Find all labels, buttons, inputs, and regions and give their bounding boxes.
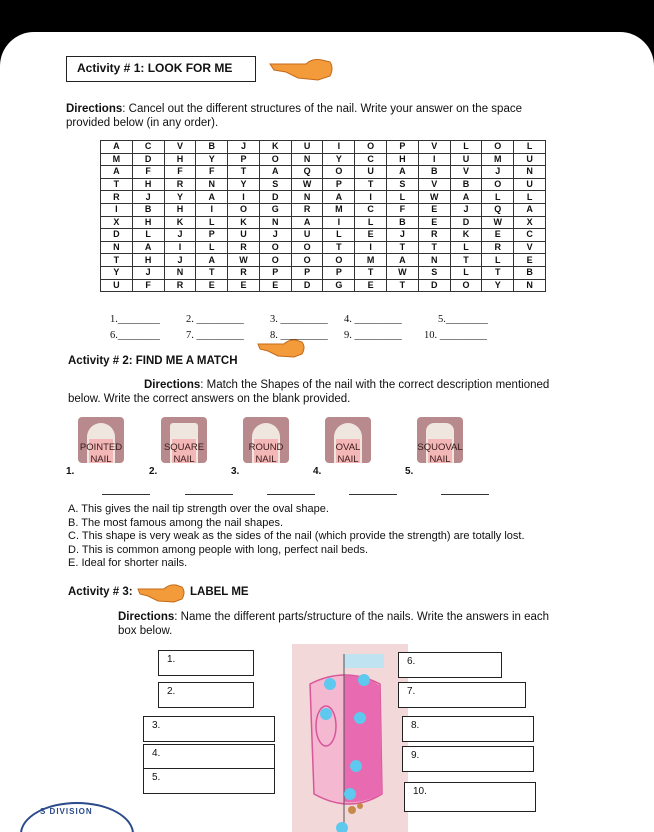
grid-cell[interactable]: A (196, 191, 228, 204)
answer-blank-4[interactable]: 4. _________ (344, 314, 402, 325)
pointing-hand-icon (136, 580, 186, 604)
grid-cell[interactable]: L (132, 229, 164, 242)
nail-shape-label (411, 442, 469, 466)
shape-suffix: NAIL (255, 454, 277, 465)
grid-cell[interactable]: O (259, 153, 291, 166)
grid-cell[interactable]: T (355, 266, 387, 279)
answer-blank[interactable] (267, 494, 315, 495)
grid-cell[interactable]: A (196, 254, 228, 267)
grid-row (101, 266, 546, 279)
shape-number: 5. (405, 466, 414, 477)
grid-cell[interactable]: R (164, 279, 196, 292)
answer-blank[interactable] (441, 494, 489, 495)
grid-cell[interactable]: D (259, 191, 291, 204)
grid-row (101, 229, 546, 242)
grid-cell[interactable]: J (482, 166, 514, 179)
grid-cell[interactable]: J (450, 203, 482, 216)
grid-cell[interactable]: A (323, 191, 355, 204)
grid-cell[interactable]: H (387, 153, 419, 166)
grid-cell[interactable]: N (196, 178, 228, 191)
directions-text-2: box below. (118, 625, 173, 637)
grid-cell[interactable]: H (132, 178, 164, 191)
grid-cell[interactable]: V (418, 178, 450, 191)
grid-cell[interactable]: O (291, 254, 323, 267)
grid-cell[interactable]: O (482, 141, 514, 154)
grid-cell[interactable]: D (418, 279, 450, 292)
grid-cell[interactable]: M (323, 203, 355, 216)
answer-blank-2[interactable]: 2. _________ (186, 314, 244, 325)
grid-cell[interactable]: F (196, 166, 228, 179)
directions-label: Directions (118, 611, 175, 623)
grid-row (101, 166, 546, 179)
nail-shape-label (237, 442, 295, 466)
answer-blank-3[interactable]: 3. _________ (270, 314, 328, 325)
grid-cell[interactable]: K (450, 229, 482, 242)
grid-cell[interactable]: V (164, 141, 196, 154)
grid-cell[interactable]: B (450, 178, 482, 191)
grid-cell[interactable]: U (101, 279, 133, 292)
grid-cell[interactable]: E (418, 203, 450, 216)
answer-blank-8[interactable]: 8. _________ (270, 330, 328, 341)
grid-cell[interactable]: L (450, 141, 482, 154)
grid-cell[interactable]: T (482, 266, 514, 279)
grid-cell[interactable]: R (101, 191, 133, 204)
label-box-left-3[interactable]: 3. (143, 716, 275, 742)
grid-row (101, 216, 546, 229)
grid-cell[interactable]: G (259, 203, 291, 216)
grid-cell[interactable]: N (514, 166, 546, 179)
label-box-right-1[interactable]: 6. (398, 652, 502, 678)
answer-blank[interactable] (349, 494, 397, 495)
grid-cell[interactable]: E (355, 279, 387, 292)
shape-number: 3. (231, 466, 240, 477)
grid-cell[interactable]: O (323, 254, 355, 267)
grid-cell[interactable]: V (418, 141, 450, 154)
grid-cell[interactable]: R (482, 241, 514, 254)
label-box-right-4[interactable]: 9. (402, 746, 534, 772)
grid-cell[interactable]: U (514, 178, 546, 191)
grid-cell[interactable]: L (450, 241, 482, 254)
grid-cell[interactable]: O (450, 279, 482, 292)
grid-cell[interactable]: V (450, 166, 482, 179)
word-search-grid (100, 140, 546, 292)
grid-cell[interactable]: B (196, 141, 228, 154)
nail-shape-label (155, 442, 213, 466)
grid-cell[interactable]: D (450, 216, 482, 229)
grid-cell[interactable]: L (196, 241, 228, 254)
description-a: A. This gives the nail tip strength over the oval shape. (68, 503, 329, 515)
answer-blank[interactable] (102, 494, 150, 495)
grid-cell[interactable]: W (482, 216, 514, 229)
grid-cell[interactable]: U (355, 166, 387, 179)
grid-row (101, 241, 546, 254)
grid-cell[interactable]: P (196, 229, 228, 242)
activity3-directions (118, 610, 618, 638)
grid-cell[interactable]: P (323, 266, 355, 279)
directions-text: : Name the different parts/structure of the nails. Write the answers in each (174, 611, 550, 623)
answer-blank-6[interactable]: 6.________ (110, 330, 160, 341)
grid-cell[interactable]: Y (228, 178, 260, 191)
grid-cell[interactable]: O (323, 166, 355, 179)
shape-name: SQUOVAL (417, 442, 463, 453)
label-box-left-2[interactable]: 2. (158, 682, 254, 708)
grid-cell[interactable]: I (355, 241, 387, 254)
grid-cell[interactable]: E (482, 229, 514, 242)
grid-cell[interactable]: T (101, 178, 133, 191)
grid-row (101, 254, 546, 267)
shape-name: POINTED (79, 442, 123, 453)
grid-cell[interactable]: W (418, 191, 450, 204)
shape-suffix: NAIL (90, 454, 112, 465)
grid-cell[interactable]: C (514, 229, 546, 242)
grid-cell[interactable]: Y (196, 153, 228, 166)
grid-cell[interactable]: I (323, 216, 355, 229)
grid-cell[interactable]: A (101, 166, 133, 179)
grid-cell[interactable]: T (418, 241, 450, 254)
grid-cell[interactable]: Q (482, 203, 514, 216)
grid-cell[interactable]: I (418, 153, 450, 166)
activity1-title: Activity # 1: LOOK FOR ME (66, 56, 256, 82)
grid-cell[interactable]: J (164, 229, 196, 242)
grid-cell[interactable]: P (259, 266, 291, 279)
grid-cell[interactable]: R (418, 229, 450, 242)
answer-blank-9[interactable]: 9. _________ (344, 330, 402, 341)
grid-cell[interactable]: L (196, 216, 228, 229)
grid-cell[interactable]: L (482, 191, 514, 204)
grid-cell[interactable]: T (355, 178, 387, 191)
grid-cell[interactable]: V (514, 241, 546, 254)
grid-cell[interactable]: O (228, 203, 260, 216)
directions-label: Directions (144, 379, 201, 391)
shape-suffix: NAIL (429, 454, 451, 465)
grid-cell[interactable]: M (355, 254, 387, 267)
pointing-hand-icon (268, 54, 334, 82)
grid-cell[interactable]: S (418, 266, 450, 279)
directions-text: : Match the Shapes of the nail with the correct description mentioned (200, 379, 550, 391)
grid-row (101, 279, 546, 292)
grid-cell[interactable]: D (291, 279, 323, 292)
grid-cell[interactable]: Y (101, 266, 133, 279)
grid-cell[interactable]: I (228, 191, 260, 204)
grid-cell[interactable]: U (291, 141, 323, 154)
shape-name: SQUARE (163, 442, 205, 453)
grid-cell[interactable]: A (387, 254, 419, 267)
pointing-hand-icon (256, 335, 306, 359)
grid-cell[interactable]: H (132, 216, 164, 229)
grid-cell[interactable]: H (132, 254, 164, 267)
grid-cell[interactable]: Y (482, 279, 514, 292)
grid-cell[interactable]: P (228, 153, 260, 166)
directions-text-2: provided below (in any order). (66, 117, 219, 129)
grid-cell[interactable]: G (323, 279, 355, 292)
grid-cell[interactable]: K (259, 141, 291, 154)
grid-cell[interactable]: B (514, 266, 546, 279)
grid-cell[interactable]: U (450, 153, 482, 166)
grid-cell[interactable]: P (387, 141, 419, 154)
grid-cell[interactable]: J (132, 191, 164, 204)
grid-cell[interactable]: L (323, 229, 355, 242)
description-b: B. The most famous among the nail shapes. (68, 516, 284, 529)
grid-cell[interactable]: T (196, 266, 228, 279)
worksheet-page (0, 32, 654, 832)
grid-cell[interactable]: L (450, 266, 482, 279)
grid-cell[interactable]: T (387, 241, 419, 254)
grid-row (101, 178, 546, 191)
grid-cell[interactable]: Y (323, 153, 355, 166)
grid-cell[interactable]: O (259, 254, 291, 267)
answer-blank-5[interactable]: 5.________ (438, 314, 488, 325)
label-box-right-5[interactable]: 10. (404, 782, 536, 812)
grid-cell[interactable]: A (387, 166, 419, 179)
grid-cell[interactable]: E (514, 254, 546, 267)
grid-cell[interactable]: T (387, 279, 419, 292)
grid-cell[interactable]: C (132, 141, 164, 154)
grid-cell[interactable]: E (228, 279, 260, 292)
activity3-title-prefix: Activity # 3: (68, 586, 133, 598)
grid-cell[interactable]: N (259, 216, 291, 229)
grid-cell[interactable]: Y (164, 191, 196, 204)
grid-cell[interactable]: L (482, 254, 514, 267)
grid-cell[interactable]: A (132, 241, 164, 254)
grid-cell[interactable]: M (101, 153, 133, 166)
grid-row (101, 153, 546, 166)
grid-cell[interactable]: A (259, 166, 291, 179)
grid-cell[interactable]: F (164, 166, 196, 179)
grid-cell[interactable]: F (387, 203, 419, 216)
grid-cell[interactable]: E (355, 229, 387, 242)
grid-cell[interactable]: R (228, 241, 260, 254)
grid-cell[interactable]: L (387, 191, 419, 204)
answer-blank-10[interactable]: 10. _________ (424, 330, 487, 341)
label-box-left-4[interactable]: 4. (143, 744, 275, 770)
nail-shape-label (72, 442, 130, 466)
shape-number: 2. (149, 466, 158, 477)
grid-cell[interactable]: H (164, 153, 196, 166)
grid-cell[interactable]: L (355, 216, 387, 229)
grid-row (101, 141, 546, 154)
grid-cell[interactable]: N (164, 266, 196, 279)
answer-blank-7[interactable]: 7. _________ (186, 330, 244, 341)
description-e: E. Ideal for shorter nails. (68, 557, 188, 569)
grid-cell[interactable]: E (418, 216, 450, 229)
grid-cell[interactable]: L (514, 141, 546, 154)
grid-cell[interactable]: A (514, 203, 546, 216)
grid-cell[interactable]: A (101, 141, 133, 154)
grid-cell[interactable]: X (101, 216, 133, 229)
directions-label: Directions (66, 103, 123, 115)
grid-cell[interactable]: N (418, 254, 450, 267)
directions-text-2: below. Write the correct answers on the blank provided. (68, 393, 351, 405)
grid-cell[interactable]: Q (291, 166, 323, 179)
grid-cell[interactable]: X (514, 216, 546, 229)
grid-cell[interactable]: S (259, 178, 291, 191)
grid-cell[interactable]: R (228, 266, 260, 279)
shape-name: OVAL (335, 442, 361, 453)
answer-blank[interactable] (185, 494, 233, 495)
activity2-title: Activity # 2: FIND ME A MATCH (68, 355, 238, 367)
grid-cell[interactable]: T (323, 241, 355, 254)
grid-cell[interactable]: R (164, 178, 196, 191)
activity3-title: LABEL ME (190, 586, 249, 598)
grid-cell[interactable]: P (323, 178, 355, 191)
grid-cell[interactable]: J (228, 141, 260, 154)
division-seal (20, 802, 134, 832)
shape-descriptions (68, 503, 628, 571)
grid-cell[interactable]: K (228, 216, 260, 229)
nail-shape-label (319, 442, 377, 466)
grid-cell[interactable]: U (291, 229, 323, 242)
grid-cell[interactable]: W (291, 178, 323, 191)
grid-cell[interactable]: W (387, 266, 419, 279)
activity1-directions (66, 102, 606, 130)
grid-cell[interactable]: E (196, 279, 228, 292)
activity2-directions (68, 378, 608, 406)
grid-cell[interactable]: N (514, 279, 546, 292)
grid-cell[interactable]: J (387, 229, 419, 242)
grid-cell[interactable]: F (132, 166, 164, 179)
grid-cell[interactable]: D (101, 229, 133, 242)
grid-cell[interactable]: O (355, 141, 387, 154)
grid-cell[interactable]: O (482, 178, 514, 191)
grid-cell[interactable]: C (355, 203, 387, 216)
grid-row (101, 203, 546, 216)
label-box-left-1[interactable]: 1. (158, 650, 254, 676)
grid-cell[interactable]: N (291, 153, 323, 166)
nail-structure-diagram (290, 644, 410, 832)
grid-cell[interactable]: I (164, 241, 196, 254)
grid-cell[interactable]: I (323, 141, 355, 154)
grid-cell[interactable]: B (132, 203, 164, 216)
grid-cell[interactable]: O (259, 241, 291, 254)
label-box-right-3[interactable]: 8. (402, 716, 534, 742)
grid-cell[interactable]: B (387, 216, 419, 229)
grid-cell[interactable]: C (355, 153, 387, 166)
grid-cell[interactable]: D (132, 153, 164, 166)
grid-cell[interactable]: J (164, 254, 196, 267)
grid-cell[interactable]: A (450, 191, 482, 204)
grid-cell[interactable]: J (132, 266, 164, 279)
label-box-left-5[interactable]: 5. (143, 768, 275, 794)
description-c: C. This shape is very weak as the sides of the nail (which provide the strength) are totally lost. (68, 530, 525, 542)
grid-cell[interactable]: N (291, 191, 323, 204)
grid-cell[interactable]: S (387, 178, 419, 191)
grid-cell[interactable]: U (228, 229, 260, 242)
grid-cell[interactable]: O (291, 241, 323, 254)
grid-cell[interactable]: I (355, 191, 387, 204)
grid-row (101, 191, 546, 204)
shape-number: 4. (313, 466, 322, 477)
grid-cell[interactable]: U (514, 153, 546, 166)
grid-cell[interactable]: I (101, 203, 133, 216)
grid-cell[interactable]: A (291, 216, 323, 229)
shape-suffix: NAIL (173, 454, 195, 465)
grid-cell[interactable]: R (291, 203, 323, 216)
grid-cell[interactable]: J (259, 229, 291, 242)
shape-number: 1. (66, 466, 75, 477)
grid-cell[interactable]: T (450, 254, 482, 267)
grid-cell[interactable]: N (101, 241, 133, 254)
grid-cell[interactable]: P (291, 266, 323, 279)
directions-text: : Cancel out the different structures of the nail. Write your answer on the space (122, 103, 522, 115)
grid-cell[interactable]: E (259, 279, 291, 292)
label-box-right-2[interactable]: 7. (398, 682, 526, 708)
grid-cell[interactable]: W (228, 254, 260, 267)
grid-cell[interactable]: F (132, 279, 164, 292)
seal-text: S DIVISION (40, 807, 93, 816)
shape-name: ROUND (248, 442, 284, 453)
grid-cell[interactable]: L (514, 191, 546, 204)
grid-cell[interactable]: T (101, 254, 133, 267)
grid-cell[interactable]: M (482, 153, 514, 166)
description-d: D. This is common among people with long, perfect nail beds. (68, 543, 369, 556)
grid-cell[interactable]: B (418, 166, 450, 179)
shape-suffix: NAIL (337, 454, 359, 465)
answer-blank-1[interactable]: 1.________ (110, 314, 160, 325)
grid-cell[interactable]: K (164, 216, 196, 229)
grid-cell[interactable]: I (196, 203, 228, 216)
grid-cell[interactable]: H (164, 203, 196, 216)
grid-cell[interactable]: T (228, 166, 260, 179)
